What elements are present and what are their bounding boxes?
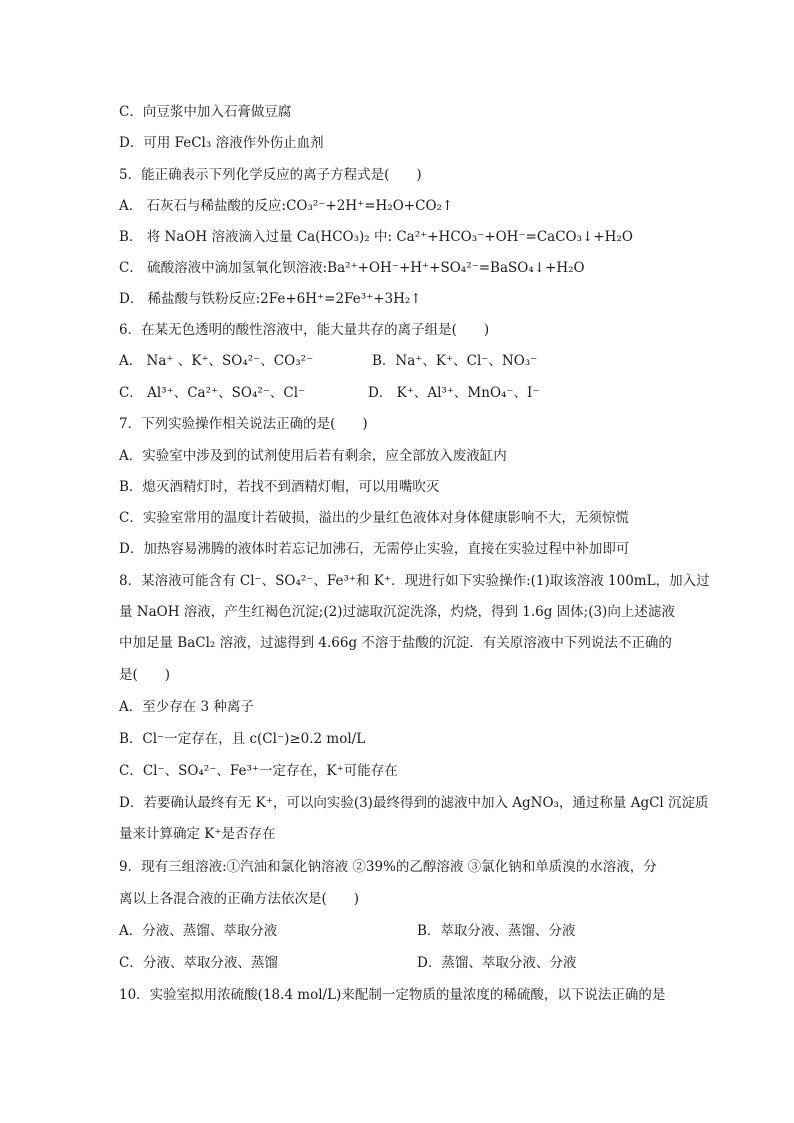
q7-option-d: D．加热容易沸腾的液体时若忘记加沸石，无需停止实验，直接在实验过程中补加即可 bbox=[119, 541, 630, 557]
q9-stem-line1: 9．现有三组溶液:①汽油和氯化钠溶液 ②39%的乙醇溶液 ③氯化钠和单质溴的水溶液，分 bbox=[119, 859, 657, 875]
q8-stem-line4: 是( ) bbox=[119, 667, 171, 683]
q9-option-b: B．萃取分液、蒸馏、分液 bbox=[417, 923, 576, 939]
q9-option-c: C．分液、萃取分液、蒸馏 bbox=[119, 955, 278, 971]
q5-stem: 5．能正确表示下列化学反应的离子方程式是( ) bbox=[119, 167, 422, 183]
q8-option-c: C．Cl⁻、SO₄²⁻、Fe³⁺一定存在，K⁺可能存在 bbox=[119, 763, 398, 779]
q8-option-d-line1: D．若要确认最终有无 K⁺，可以向实验(3)最终得到的滤液中加入 AgNO₃，通过称量 AgCl 沉淀质 bbox=[119, 795, 709, 811]
q8-option-d-line2: 量来计算确定 K⁺是否存在 bbox=[119, 826, 276, 842]
q5-option-c: C． 硫酸溶液中滴加氢氧化钡溶液:Ba²⁺+OH⁻+H⁺+SO₄²⁻=BaSO₄↓+H₂O bbox=[119, 260, 585, 276]
q9-option-a: A．分液、蒸馏、萃取分液 bbox=[119, 923, 278, 939]
q7-option-a: A．实验室中涉及到的试剂使用后若有剩余，应全部放入废液缸内 bbox=[119, 448, 507, 464]
q9-option-d: D．蒸馏、萃取分液、分液 bbox=[417, 955, 577, 971]
q5-option-a: A． 石灰石与稀盐酸的反应:CO₃²⁻+2H⁺=H₂O+CO₂↑ bbox=[119, 198, 454, 214]
q8-stem-line3: 中加足量 BaCl₂ 溶液，过滤得到 4.66g 不溶于盐酸的沉淀．有关原溶液中下列说法不正确的 bbox=[119, 635, 672, 651]
q6-option-c: C． Al³⁺、Ca²⁺、SO₄²⁻、Cl⁻ bbox=[119, 385, 306, 401]
q7-stem: 7．下列实验操作相关说法正确的是( ) bbox=[119, 416, 368, 432]
q8-option-a: A．至少存在 3 种离子 bbox=[119, 699, 254, 715]
q6-option-a: A． Na⁺ 、K⁺、SO₄²⁻、CO₃²⁻ bbox=[119, 353, 314, 369]
q8-option-b: B．Cl⁻一定存在，且 c(Cl⁻)≥0.2 mol/L bbox=[119, 731, 366, 747]
q6-stem: 6．在某无色透明的酸性溶液中，能大量共存的离子组是( ) bbox=[119, 322, 490, 338]
q6-option-b: B．Na⁺、K⁺、Cl⁻、NO₃⁻ bbox=[372, 353, 538, 369]
q4-option-c: C．向豆浆中加入石膏做豆腐 bbox=[119, 104, 292, 120]
q10-stem: 10．实验室拟用浓硫酸(18.4 mol/L)来配制一定物质的量浓度的稀硫酸，以下说法正确的是 bbox=[119, 987, 666, 1003]
q7-option-b: B．熄灭酒精灯时，若找不到酒精灯帽，可以用嘴吹灭 bbox=[119, 479, 440, 495]
q9-stem-line2: 离以上各混合液的正确方法依次是( ) bbox=[119, 891, 360, 907]
q8-stem-line2: 量 NaOH 溶液，产生红褐色沉淀;(2)过滤取沉淀洗涤，灼烧，得到 1.6g 固体;(3)向上述滤液 bbox=[119, 604, 675, 620]
q7-option-c: C．实验室常用的温度计若破损，溢出的少量红色液体对身体健康影响不大，无须惊慌 bbox=[119, 510, 629, 526]
q5-option-b: B． 将 NaOH 溶液滴入过量 Ca(HCO₃)₂ 中: Ca²⁺+HCO₃⁻+OH⁻=CaCO₃↓+H₂O bbox=[119, 229, 633, 245]
q8-stem-line1: 8．某溶液可能含有 Cl⁻、SO₄²⁻、Fe³⁺和 K⁺．现进行如下实验操作:(1)取该溶液 100mL，加入过 bbox=[119, 573, 710, 589]
q5-option-d: D． 稀盐酸与铁粉反应:2Fe+6H⁺=2Fe³⁺+3H₂↑ bbox=[119, 291, 422, 307]
q6-option-d: D． K⁺、Al³⁺、MnO₄⁻、I⁻ bbox=[368, 385, 540, 401]
q4-option-d: D．可用 FeCl₃ 溶液作外伤止血剂 bbox=[119, 135, 324, 151]
